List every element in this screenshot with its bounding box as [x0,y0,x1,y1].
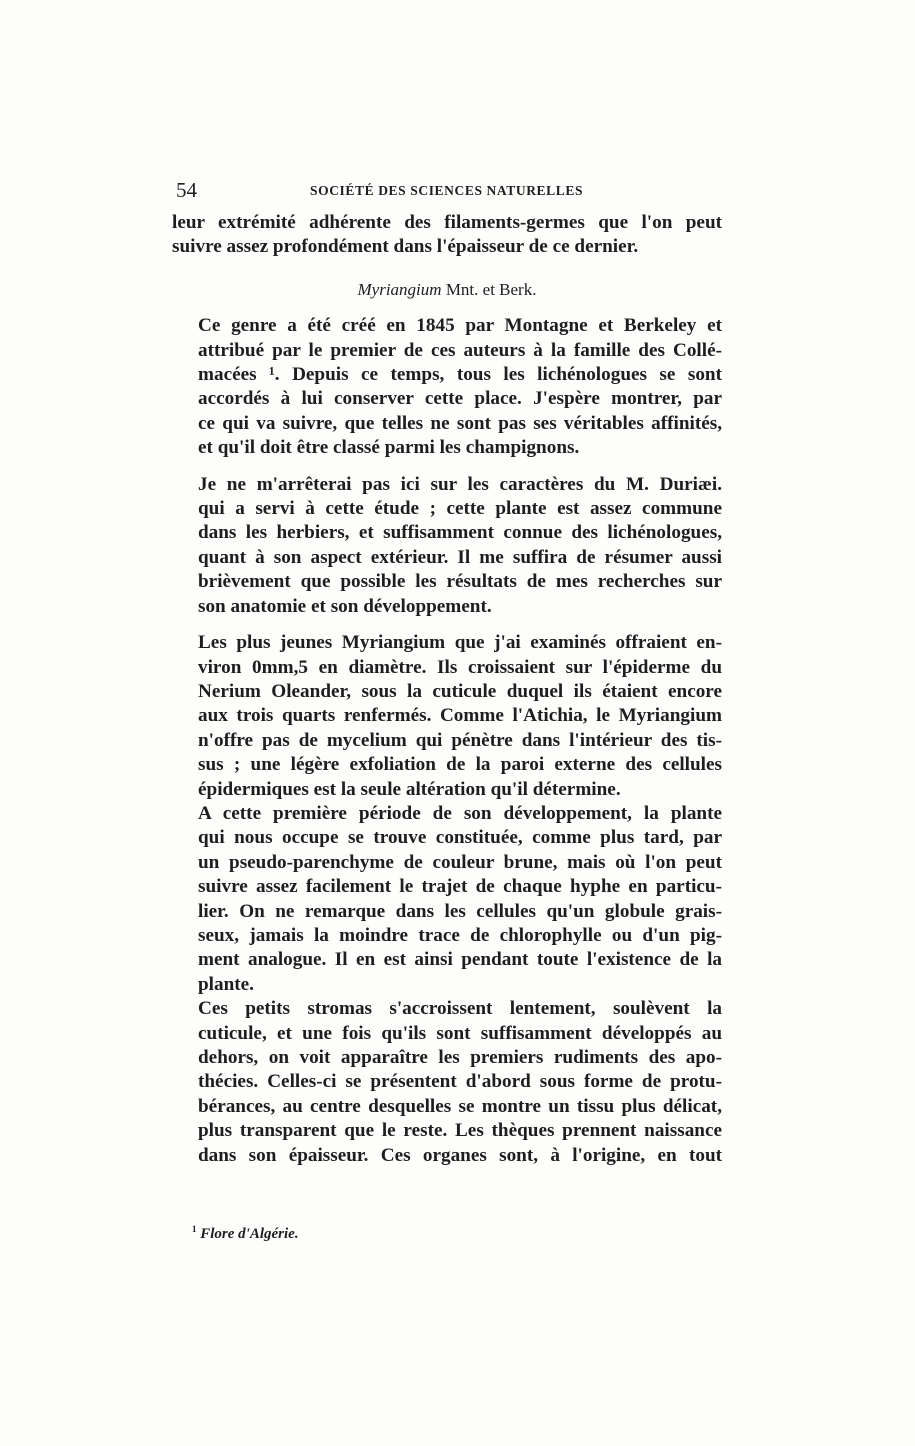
text-line: Nerium Oleander, sous la cuticule duquel ils étaient encore [198,680,722,702]
text-line: ment analogue. Il en est ainsi pendant toute l'existence de la [198,949,722,971]
text-line: brièvement que possible les résultats de mes recherches sur [198,571,722,593]
text-line: aux trois quarts renfermés. Comme l'Atichia, le Myriangium [198,705,722,727]
section-heading [172,278,722,302]
text-line: n'offre pas de mycelium qui pénètre dans l'intérieur des tis- [198,729,722,751]
paragraph-4 [172,802,722,997]
text-line: suivre assez profondément dans l'épaisseur de ce dernier. [172,236,639,258]
text-line: leur extrémité adhérente des filaments-germes que l'on peut [172,212,722,233]
running-head [176,176,721,206]
section-authority: Mnt. et Berk. [445,279,537,299]
text-line: Ce genre a été créé en 1845 par Montagne et Berkeley et [198,315,722,337]
footnote-text: Flore d'Algérie. [200,1226,299,1242]
footnote-marker: 1 [192,1224,197,1234]
paragraph-2 [172,473,722,619]
text-line: plante. [198,973,254,995]
text-line: sus ; une légère exfoliation de la paroi externe des cellules [198,754,722,776]
text-line: dehors, on voit apparaître les premiers rudiments des apo- [198,1047,722,1068]
text-line: épidermiques est la seule altération qu'il détermine. [198,778,621,800]
text-line: macées ¹. Depuis ce temps, tous les lichénologues se sont [198,364,722,386]
running-title: SOCIÉTÉ DES SCIENCES NATURELLES [310,183,584,198]
paragraph-5 [172,997,722,1168]
paragraph-1 [172,314,722,460]
text-line: seux, jamais la moindre trace de chlorophylle ou d'un pig- [198,924,722,946]
text-line: qui a servi à cette étude ; cette plante est assez commune [198,498,722,520]
footnote [192,1224,299,1244]
text-line: accordés à lui conserver cette place. J'espère montrer, par [198,388,722,410]
text-line: qui nous occupe se trouve constituée, comme plus tard, par [198,827,722,849]
text-line: thécies. Celles-ci se présentent d'abord sous forme de protu- [198,1071,722,1093]
text-line: suivre assez facilement le trajet de chaque hyphe en particu- [198,876,722,898]
paragraph-3 [172,631,722,802]
text-line: A cette première période de son développement, la plante [198,802,722,824]
text-line: quant à son aspect extérieur. Il me suffira de résumer aussi [198,546,722,568]
text-line: un pseudo-parenchyme de couleur brune, mais où l'on peut [198,851,722,873]
text-line: son anatomie et son développement. [198,595,492,617]
text-line: ce qui va suivre, que telles ne sont pas ses véritables affinités, [198,412,722,434]
body-text [172,211,722,1168]
text-line: cuticule, et une fois qu'ils sont suffisamment développés au [198,1022,722,1044]
text-line: plus transparent que le reste. Les thèques prennent naissance [198,1120,722,1142]
text-line: bérances, au centre desquelles se montre un tissu plus délicat, [198,1095,722,1117]
text-line: Ces petits stromas s'accroissent lentement, soulèvent la [198,998,722,1020]
page-number: 54 [176,178,197,202]
text-line: dans son épaisseur. Ces organes sont, à l'origine, en tout [198,1144,722,1166]
text-line: Les plus jeunes Myriangium que j'ai examinés offraient en- [198,632,722,654]
section-genus: Myriangium [357,279,442,299]
text-line: viron 0mm,5 en diamètre. Ils croissaient sur l'épiderme du [198,656,722,678]
text-line: et qu'il doit être classé parmi les champignons. [198,437,580,459]
text-line: Je ne m'arrêterai pas ici sur les caractères du M. Duriæi. [198,473,722,495]
text-line: dans les herbiers, et suffisamment connue des lichénologues, [198,522,722,544]
intro-paragraph [172,211,722,260]
text-line: attribué par le premier de ces auteurs à la famille des Collé- [198,339,722,361]
text-line: lier. On ne remarque dans les cellules qu'un globule grais- [198,900,722,922]
